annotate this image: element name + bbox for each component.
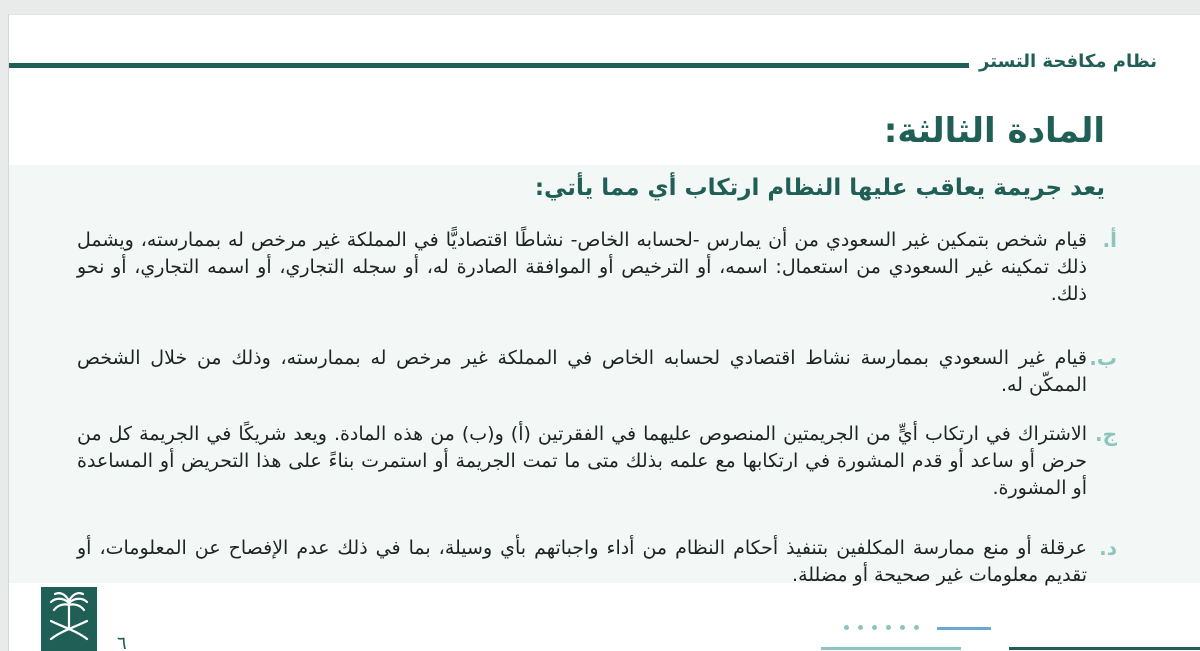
clause-text: الاشتراك في ارتكاب أيٍّ من الجريمتين المنصوص عليهما في الفقرتين (أ) و(ب) من هذه المادة. ويعد شريكًا في الجريمة كل من حرض أو ساعد أو قدم المشورة في ارتكابها مع علمه بذلك متى ما تمت الجريمة أو استمرت بناءً على هذا التحريض أو المساعدة أو المشورة. [77,423,1087,499]
palm-swords-icon [41,587,97,651]
clause-letter: ب. [1089,346,1117,370]
decorative-line-blue [937,627,991,630]
page-number: ٦ [117,633,127,651]
clause-c [77,421,1117,502]
clause-letter: د. [1099,536,1117,560]
dot [914,625,919,630]
clause-letter: ج. [1094,422,1117,446]
clause-text: قيام شخص بتمكين غير السعودي من أن يمارس -لحسابه الخاص- نشاطًا اقتصاديًّا في المملكة غير مرخص له بممارسته، ويشمل ذلك تمكينه غير السعودي من استعمال: اسمه، أو الترخيص أو الموافقة الصادرة له، أو سجله التجاري، أو اسمه التجاري، أو نحو ذلك. [77,229,1087,305]
clause-letter: أ. [1102,228,1117,252]
article-title: المادة الثالثة: [883,111,1105,151]
clause-a [77,227,1117,308]
clause-d [77,535,1117,589]
dot [844,625,849,630]
dot [886,625,891,630]
saudi-emblem-logo [41,587,97,651]
dot [872,625,877,630]
decorative-dots [844,625,919,630]
document-page [8,14,1200,651]
article-intro: يعد جريمة يعاقب عليها النظام ارتكاب أي مما يأتي: [534,175,1105,201]
dot [900,625,905,630]
clause-b [77,345,1117,399]
header-title: نظام مكافحة التستر [979,51,1157,72]
clause-text: عرقلة أو منع ممارسة المكلفين بتنفيذ أحكام النظام من أداء واجباتهم بأي وسيلة، بما في ذلك عدم الإفصاح عن المعلومات، أو تقديم معلومات غير صحيحة أو مضللة. [77,537,1087,586]
header-divider [9,63,969,68]
dot [858,625,863,630]
clause-text: قيام غير السعودي بممارسة نشاط اقتصادي لحسابه الخاص في المملكة غير مرخص له بممارسته، وذلك من خلال الشخص الممكّن له. [77,347,1087,396]
